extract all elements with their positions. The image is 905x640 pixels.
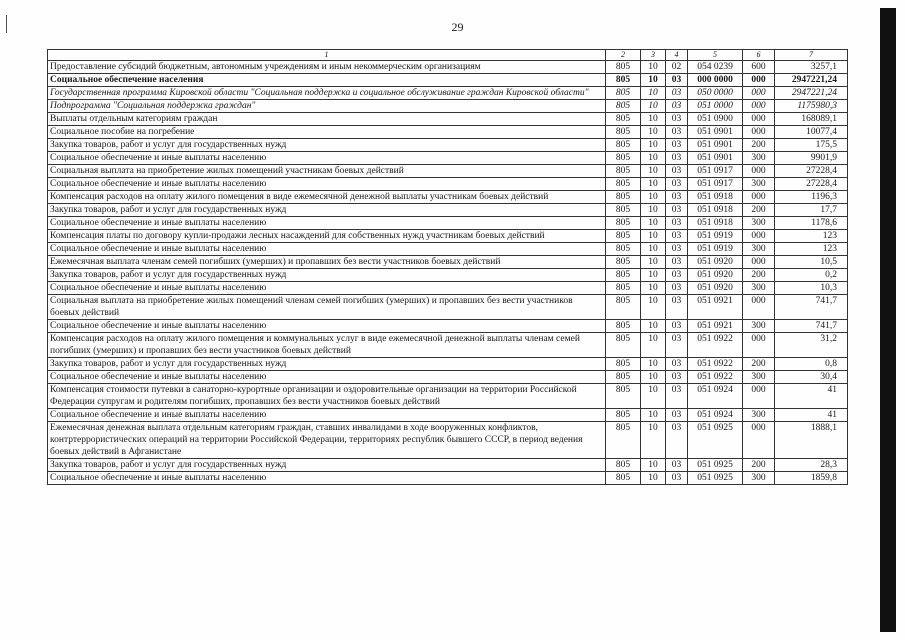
table-row	[48, 282, 848, 295]
expense-type-cell: 200	[743, 459, 775, 472]
ministry-code-cell: 805	[606, 371, 641, 384]
subsection-code-cell: 03	[666, 256, 688, 269]
subsection-code-cell: 03	[666, 100, 688, 113]
ministry-code-cell: 805	[606, 191, 641, 204]
subsection-code-cell: 03	[666, 472, 688, 485]
subsection-code-cell: 03	[666, 204, 688, 217]
amount-cell: 10,3	[775, 282, 848, 295]
header-cell: 3	[641, 50, 666, 61]
amount-cell: 2947221,24	[775, 87, 848, 100]
target-article-cell: 051 0901	[688, 139, 743, 152]
section-code-cell: 10	[641, 74, 666, 87]
amount-cell: 168089,1	[775, 113, 848, 126]
amount-cell: 1196,3	[775, 191, 848, 204]
row-name-cell: Подпрограмма "Социальная поддержка граждан"	[48, 100, 606, 113]
subsection-code-cell: 03	[666, 422, 688, 459]
expense-type-cell: 000	[743, 422, 775, 459]
expense-type-cell: 000	[743, 256, 775, 269]
table-row	[48, 165, 848, 178]
row-name-cell: Социальное обеспечение и иные выплаты населению	[48, 152, 606, 165]
section-code-cell: 10	[641, 409, 666, 422]
ministry-code-cell: 805	[606, 113, 641, 126]
budget-table	[47, 49, 848, 485]
target-article-cell: 051 0925	[688, 472, 743, 485]
target-article-cell: 051 0924	[688, 409, 743, 422]
row-name-cell: Выплаты отдельным категориям граждан	[48, 113, 606, 126]
row-name-cell: Закупка товаров, работ и услуг для государственных нужд	[48, 269, 606, 282]
amount-cell: 41	[775, 409, 848, 422]
subsection-code-cell: 03	[666, 126, 688, 139]
row-name-cell: Социальная выплата на приобретение жилых помещений членам семей погибших (умерших) и пропавших без вести участников боевых действий	[48, 295, 606, 320]
table-row	[48, 178, 848, 191]
target-article-cell: 000 0000	[688, 74, 743, 87]
row-name-cell: Социальное обеспечение и иные выплаты населению	[48, 409, 606, 422]
ministry-code-cell: 805	[606, 269, 641, 282]
section-code-cell: 10	[641, 371, 666, 384]
target-article-cell: 051 0918	[688, 217, 743, 230]
section-code-cell: 10	[641, 358, 666, 371]
table-row	[48, 371, 848, 384]
section-code-cell: 10	[641, 87, 666, 100]
section-code-cell: 10	[641, 459, 666, 472]
target-article-cell: 051 0922	[688, 333, 743, 358]
table-row	[48, 243, 848, 256]
expense-type-cell: 200	[743, 139, 775, 152]
ministry-code-cell: 805	[606, 422, 641, 459]
expense-type-cell: 000	[743, 165, 775, 178]
ministry-code-cell: 805	[606, 204, 641, 217]
amount-cell: 741,7	[775, 320, 848, 333]
ministry-code-cell: 805	[606, 139, 641, 152]
expense-type-cell: 600	[743, 61, 775, 74]
ministry-code-cell: 805	[606, 295, 641, 320]
amount-cell: 2947221,24	[775, 74, 848, 87]
target-article-cell: 051 0920	[688, 269, 743, 282]
row-name-cell: Закупка товаров, работ и услуг для государственных нужд	[48, 204, 606, 217]
amount-cell: 10,5	[775, 256, 848, 269]
target-article-cell: 051 0925	[688, 422, 743, 459]
target-article-cell: 051 0921	[688, 295, 743, 320]
row-name-cell: Ежемесячная денежная выплата отдельным категориям граждан, ставших инвалидами в ходе вооруженных конфликтов, контртеррористических операций на территории Российской Федерации, территориях республик бывшего СССР, в период ведения боевых действий в Афганистане	[48, 422, 606, 459]
expense-type-cell: 200	[743, 358, 775, 371]
row-name-cell: Предоставление субсидий бюджетным, автономным учреждениям и иным некоммерческим организациям	[48, 61, 606, 74]
subsection-code-cell: 03	[666, 269, 688, 282]
table-row	[48, 295, 848, 320]
target-article-cell: 051 0901	[688, 152, 743, 165]
subsection-code-cell: 03	[666, 459, 688, 472]
table-row	[48, 422, 848, 459]
expense-type-cell: 200	[743, 204, 775, 217]
subsection-code-cell: 03	[666, 178, 688, 191]
ministry-code-cell: 805	[606, 100, 641, 113]
amount-cell: 123	[775, 230, 848, 243]
subsection-code-cell: 03	[666, 165, 688, 178]
section-code-cell: 10	[641, 269, 666, 282]
table-row	[48, 409, 848, 422]
target-article-cell: 051 0920	[688, 256, 743, 269]
section-code-cell: 10	[641, 217, 666, 230]
target-article-cell: 051 0917	[688, 165, 743, 178]
table-row	[48, 459, 848, 472]
amount-cell: 3257,1	[775, 61, 848, 74]
table-row	[48, 152, 848, 165]
ministry-code-cell: 805	[606, 320, 641, 333]
subsection-code-cell: 03	[666, 371, 688, 384]
ministry-code-cell: 805	[606, 152, 641, 165]
section-code-cell: 10	[641, 230, 666, 243]
amount-cell: 41	[775, 384, 848, 409]
target-article-cell: 051 0000	[688, 100, 743, 113]
ministry-code-cell: 805	[606, 61, 641, 74]
target-article-cell: 051 0922	[688, 371, 743, 384]
target-article-cell: 051 0924	[688, 384, 743, 409]
amount-cell: 9901,9	[775, 152, 848, 165]
section-code-cell: 10	[641, 204, 666, 217]
row-name-cell: Государственная программа Кировской области "Социальная поддержка и социальное обслуживание граждан Кировской области"	[48, 87, 606, 100]
section-code-cell: 10	[641, 100, 666, 113]
subsection-code-cell: 03	[666, 243, 688, 256]
expense-type-cell: 300	[743, 409, 775, 422]
subsection-code-cell: 03	[666, 358, 688, 371]
subsection-code-cell: 03	[666, 191, 688, 204]
row-name-cell: Социальное обеспечение и иные выплаты населению	[48, 243, 606, 256]
row-name-cell: Социальное обеспечение и иные выплаты населению	[48, 371, 606, 384]
row-name-cell: Социальное обеспечение и иные выплаты населению	[48, 178, 606, 191]
header-cell: 2	[606, 50, 641, 61]
ministry-code-cell: 805	[606, 333, 641, 358]
ministry-code-cell: 805	[606, 165, 641, 178]
target-article-cell: 050 0000	[688, 87, 743, 100]
section-code-cell: 10	[641, 152, 666, 165]
amount-cell: 1178,6	[775, 217, 848, 230]
row-name-cell: Компенсация расходов на оплату жилого помещения в виде ежемесячной денежной выплаты участникам боевых действий	[48, 191, 606, 204]
amount-cell: 123	[775, 243, 848, 256]
table-row	[48, 113, 848, 126]
section-code-cell: 10	[641, 113, 666, 126]
table-row	[48, 333, 848, 358]
expense-type-cell: 200	[743, 269, 775, 282]
expense-type-cell: 000	[743, 126, 775, 139]
row-name-cell: Социальное обеспечение и иные выплаты населению	[48, 320, 606, 333]
row-name-cell: Социальное пособие на погребение	[48, 126, 606, 139]
section-code-cell: 10	[641, 61, 666, 74]
table-header-row	[48, 50, 848, 61]
subsection-code-cell: 03	[666, 139, 688, 152]
target-article-cell: 054 0239	[688, 61, 743, 74]
table-row	[48, 204, 848, 217]
amount-cell: 27228,4	[775, 165, 848, 178]
ministry-code-cell: 805	[606, 409, 641, 422]
subsection-code-cell: 03	[666, 152, 688, 165]
section-code-cell: 10	[641, 191, 666, 204]
expense-type-cell: 300	[743, 320, 775, 333]
section-code-cell: 10	[641, 422, 666, 459]
row-name-cell: Компенсация платы по договору купли-продажи лесных насаждений для собственных нужд участникам боевых действий	[48, 230, 606, 243]
subsection-code-cell: 03	[666, 113, 688, 126]
table-row	[48, 217, 848, 230]
target-article-cell: 051 0901	[688, 126, 743, 139]
amount-cell: 0,8	[775, 358, 848, 371]
header-cell: 7	[775, 50, 848, 61]
row-name-cell: Социальное обеспечение и иные выплаты населению	[48, 472, 606, 485]
expense-type-cell: 000	[743, 384, 775, 409]
section-code-cell: 10	[641, 256, 666, 269]
target-article-cell: 051 0921	[688, 320, 743, 333]
amount-cell: 1859,8	[775, 472, 848, 485]
row-name-cell: Ежемесячная выплата членам семей погибших (умерших) и пропавших без вести участников боевых действий	[48, 256, 606, 269]
table-row	[48, 256, 848, 269]
expense-type-cell: 000	[743, 333, 775, 358]
ministry-code-cell: 805	[606, 74, 641, 87]
table-row	[48, 74, 848, 87]
expense-type-cell: 300	[743, 472, 775, 485]
amount-cell: 17,7	[775, 204, 848, 217]
amount-cell: 1175980,3	[775, 100, 848, 113]
subsection-code-cell: 03	[666, 409, 688, 422]
section-code-cell: 10	[641, 126, 666, 139]
page-number: 29	[451, 20, 464, 34]
target-article-cell: 051 0918	[688, 204, 743, 217]
expense-type-cell: 300	[743, 282, 775, 295]
table-row	[48, 61, 848, 74]
expense-type-cell: 300	[743, 217, 775, 230]
section-code-cell: 10	[641, 178, 666, 191]
table-row	[48, 139, 848, 152]
table-row	[48, 384, 848, 409]
section-code-cell: 10	[641, 243, 666, 256]
expense-type-cell: 000	[743, 230, 775, 243]
subsection-code-cell: 03	[666, 333, 688, 358]
amount-cell: 1888,1	[775, 422, 848, 459]
table-row	[48, 269, 848, 282]
table-row	[48, 358, 848, 371]
section-code-cell: 10	[641, 320, 666, 333]
amount-cell: 30,4	[775, 371, 848, 384]
section-code-cell: 10	[641, 333, 666, 358]
expense-type-cell: 300	[743, 243, 775, 256]
table-row	[48, 126, 848, 139]
ministry-code-cell: 805	[606, 217, 641, 230]
subsection-code-cell: 03	[666, 320, 688, 333]
target-article-cell: 051 0925	[688, 459, 743, 472]
expense-type-cell: 300	[743, 178, 775, 191]
subsection-code-cell: 03	[666, 217, 688, 230]
table-row	[48, 191, 848, 204]
header-cell: 5	[688, 50, 743, 61]
subsection-code-cell: 03	[666, 74, 688, 87]
target-article-cell: 051 0918	[688, 191, 743, 204]
ministry-code-cell: 805	[606, 230, 641, 243]
amount-cell: 0,2	[775, 269, 848, 282]
subsection-code-cell: 03	[666, 230, 688, 243]
section-code-cell: 10	[641, 472, 666, 485]
amount-cell: 31,2	[775, 333, 848, 358]
amount-cell: 10077,4	[775, 126, 848, 139]
amount-cell: 27228,4	[775, 178, 848, 191]
subsection-code-cell: 03	[666, 295, 688, 320]
ministry-code-cell: 805	[606, 472, 641, 485]
section-code-cell: 10	[641, 139, 666, 152]
section-code-cell: 10	[641, 282, 666, 295]
scan-edge-shadow	[880, 8, 896, 632]
target-article-cell: 051 0900	[688, 113, 743, 126]
ministry-code-cell: 805	[606, 126, 641, 139]
header-cell: 6	[743, 50, 775, 61]
section-code-cell: 10	[641, 165, 666, 178]
section-code-cell: 10	[641, 384, 666, 409]
table-row	[48, 230, 848, 243]
expense-type-cell: 300	[743, 152, 775, 165]
expense-type-cell: 000	[743, 191, 775, 204]
amount-cell: 741,7	[775, 295, 848, 320]
header-cell: 4	[666, 50, 688, 61]
ministry-code-cell: 805	[606, 178, 641, 191]
row-name-cell: Закупка товаров, работ и услуг для государственных нужд	[48, 459, 606, 472]
row-name-cell: Закупка товаров, работ и услуг для государственных нужд	[48, 139, 606, 152]
amount-cell: 175,5	[775, 139, 848, 152]
table-row	[48, 320, 848, 333]
target-article-cell: 051 0917	[688, 178, 743, 191]
expense-type-cell: 300	[743, 371, 775, 384]
header-cell: 1	[48, 50, 606, 61]
row-name-cell: Компенсация расходов на оплату жилого помещения и коммунальных услуг в виде ежемесячной денежной выплаты членам семей погибших (умерших) и пропавших без вести участников боевых действий	[48, 333, 606, 358]
ministry-code-cell: 805	[606, 256, 641, 269]
row-name-cell: Закупка товаров, работ и услуг для государственных нужд	[48, 358, 606, 371]
subsection-code-cell: 03	[666, 87, 688, 100]
subsection-code-cell: 03	[666, 384, 688, 409]
table-row	[48, 87, 848, 100]
table-row	[48, 100, 848, 113]
target-article-cell: 051 0919	[688, 243, 743, 256]
row-name-cell: Социальное обеспечение и иные выплаты населению	[48, 282, 606, 295]
expense-type-cell: 000	[743, 87, 775, 100]
expense-type-cell: 000	[743, 74, 775, 87]
amount-cell: 28,3	[775, 459, 848, 472]
ministry-code-cell: 805	[606, 384, 641, 409]
ministry-code-cell: 805	[606, 243, 641, 256]
target-article-cell: 051 0920	[688, 282, 743, 295]
row-name-cell: Социальное обеспечение и иные выплаты населению	[48, 217, 606, 230]
subsection-code-cell: 03	[666, 282, 688, 295]
expense-type-cell: 000	[743, 100, 775, 113]
ministry-code-cell: 805	[606, 282, 641, 295]
row-name-cell: Социальная выплата на приобретение жилых помещений участникам боевых действий	[48, 165, 606, 178]
row-name-cell: Компенсация стоимости путевки в санаторно-курортные организации и оздоровительные организации на территории Российской Федерации супругам и родителям погибших, пропавших без вести участников боевых действий	[48, 384, 606, 409]
section-code-cell: 10	[641, 295, 666, 320]
target-article-cell: 051 0922	[688, 358, 743, 371]
ministry-code-cell: 805	[606, 459, 641, 472]
subsection-code-cell: 02	[666, 61, 688, 74]
table-row	[48, 472, 848, 485]
expense-type-cell: 000	[743, 295, 775, 320]
expense-type-cell: 000	[743, 113, 775, 126]
target-article-cell: 051 0919	[688, 230, 743, 243]
ministry-code-cell: 805	[606, 358, 641, 371]
row-name-cell: Социальное обеспечение населения	[48, 74, 606, 87]
ministry-code-cell: 805	[606, 87, 641, 100]
